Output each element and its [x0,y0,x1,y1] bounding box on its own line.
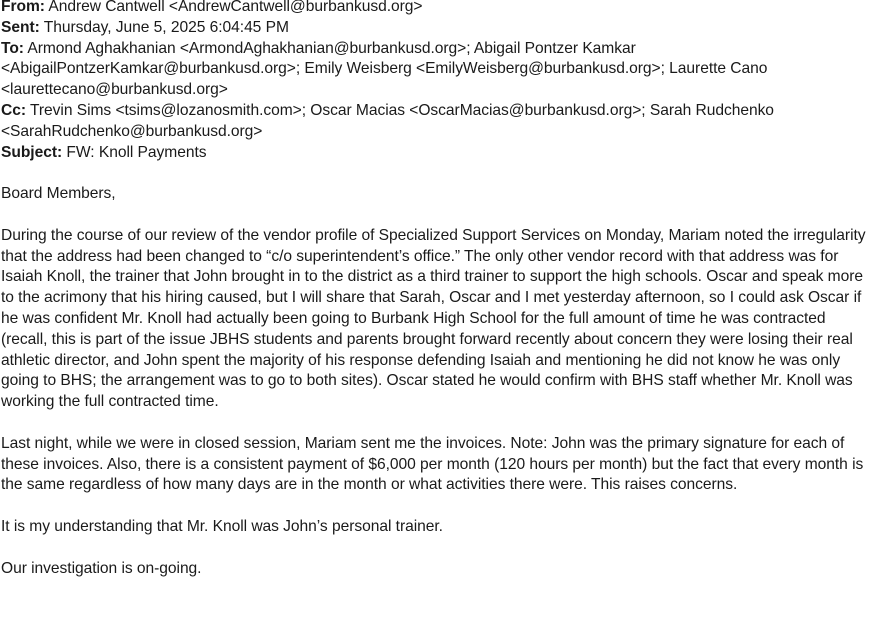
to-line [1,39,874,101]
cc-label: Cc: [1,101,26,119]
to-label: To: [1,39,24,57]
from-value: Andrew Cantwell <AndrewCantwell@burbankusd.org> [48,0,423,15]
spacer [1,163,874,184]
subject-label: Subject: [1,143,63,161]
from-label: From: [1,0,45,15]
greeting: Board Members, [1,185,116,203]
spacer [1,496,874,517]
cc-recipients: Trevin Sims <tsims@lozanosmith.com>; Oscar Macias <OscarMacias@burbankusd.org>; Sarah Rudchenko <SarahRudchenko@burbankusd.org> [1,101,774,140]
email-header [1,0,874,163]
spacer [1,205,874,226]
spacer [1,413,874,434]
body-paragraph: It is my understanding that Mr. Knoll was John’s personal trainer. [1,517,443,535]
from-line [1,0,874,18]
body-paragraph: Our investigation is on-going. [1,559,202,577]
sent-line [1,18,874,39]
spacer [1,538,874,559]
cc-line [1,101,874,143]
sent-value: Thursday, June 5, 2025 6:04:45 PM [43,18,289,36]
body-paragraph: During the course of our review of the vendor profile of Specialized Support Services on Monday, Mariam noted the irregularity that the address had been changed to “c/o superintendent’s office.” The only other vendor record with that address was for Isaiah Knoll, the trainer that John brought in to the district as a third trainer to support the high schools. Oscar and speak more to the acrimony that his hiring caused, but I will share that Sarah, Oscar and I met yesterday afternoon, so I could ask Oscar if he was confident Mr. Knoll had actually been going to Burbank High School for the full amount of time he was contracted (recall, this is part of the issue JBHS students and parents brought forward recently about concern they were losing their real athletic director, and John spent the majority of his response defending Isaiah and mentioning he did not know he was only going to BHS; the arrangement was to go to both sites). Oscar stated he would confirm with BHS staff whether Mr. Knoll was working the full contracted time. [1,226,866,411]
email-body [1,184,874,579]
sent-label: Sent: [1,18,40,36]
to-recipients: Armond Aghakhanian <ArmondAghakhanian@burbankusd.org>; Abigail Pontzer Kamkar <AbigailPontzerKamkar@burbankusd.org>; Emily Weisberg <EmilyWeisberg@burbankusd.org>; Laurette Cano <laurettecano@burbankusd.org> [1,39,768,99]
subject-value: FW: Knoll Payments [66,143,207,161]
subject-line [1,143,874,164]
body-paragraph: Last night, while we were in closed session, Mariam sent me the invoices. Note: John was the primary signature for each of these invoices. Also, there is a consistent payment of $6,000 per month (120 hours per month) but the fact that every month is the same regardless of how many days are in the month or what activities there were. This raises concerns. [1,434,864,494]
